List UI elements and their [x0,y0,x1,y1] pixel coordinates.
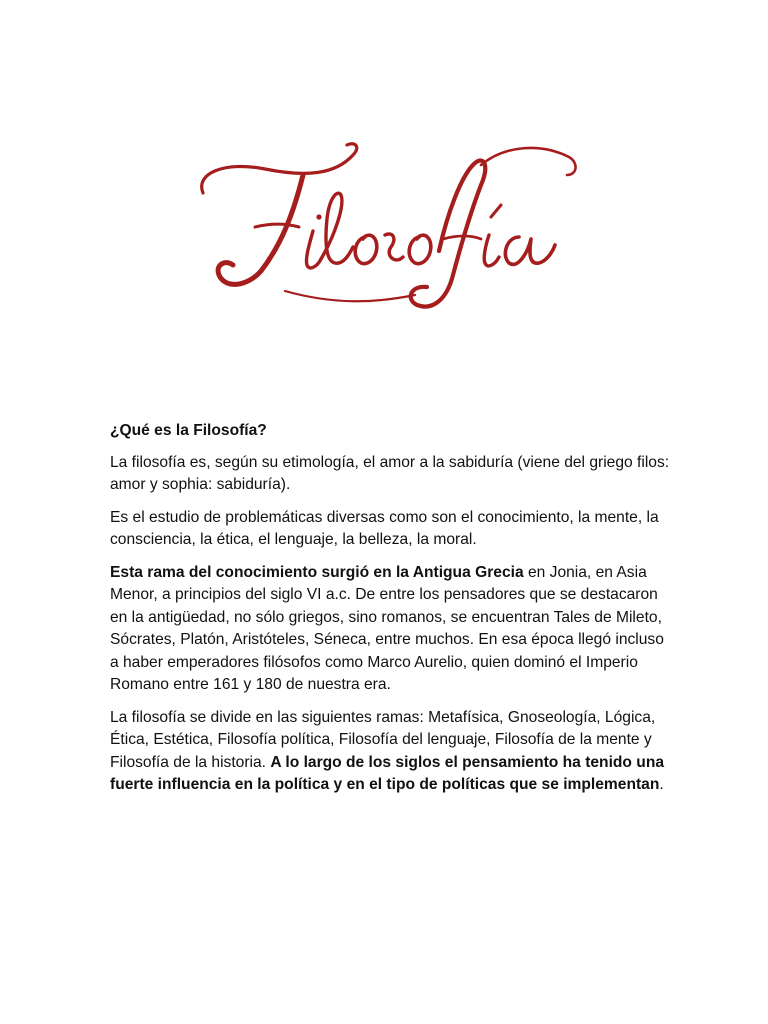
paragraph-4 [110,707,670,797]
paragraph-2 [110,507,670,552]
paragraph-3-text: en Jonia, en Asia Menor, a principios del siglo VI a.c. De entre los pensadores que se destacaron en la antigüedad, no sólo griegos, sino romanos, se encuentran Tales de Mileto, Sócrates, Platón, Aristóteles, Séneca, entre muchos. En esa época llegó incluso a haber emperadores filósofos como Marco Aurelio, quien dominó el Imperio Romano entre 161 y 180 de nuestra era. [110,563,664,693]
paragraph-1 [110,452,670,497]
filosofia-logo [185,135,585,320]
document-heading: ¿Qué es la Filosofía? [110,422,267,439]
filosofia-logo-art [185,135,585,320]
paragraph-3-bold-lead: Esta rama del conocimiento surgió en la Antigua Grecia [110,563,524,581]
paragraph-2-text: Es el estudio de problemáticas diversas como son el conocimiento, la mente, la consciencia, la ética, el lenguaje, la belleza, la moral. [110,508,659,548]
document-body [110,420,670,807]
paragraph-4-end: . [659,776,664,793]
paragraph-4-bold-tail: A lo largo de los siglos el pensamiento ha tenido una fuerte influencia en la política y en el tipo de políticas que se implementan [110,753,665,793]
paragraph-3 [110,562,670,697]
paragraph-4-text: La filosofía se divide en las siguientes ramas: Metafísica, Gnoseología, Lógica, Ética, Estética, Filosofía política, Filosofía del lenguaje, Filosofía de la mente y Filosofía de la historia. [110,708,656,771]
paragraph-1-text: La filosofía es, según su etimología, el amor a la sabiduría (viene del griego filos: amor y sophia: sabiduría). [110,453,670,493]
